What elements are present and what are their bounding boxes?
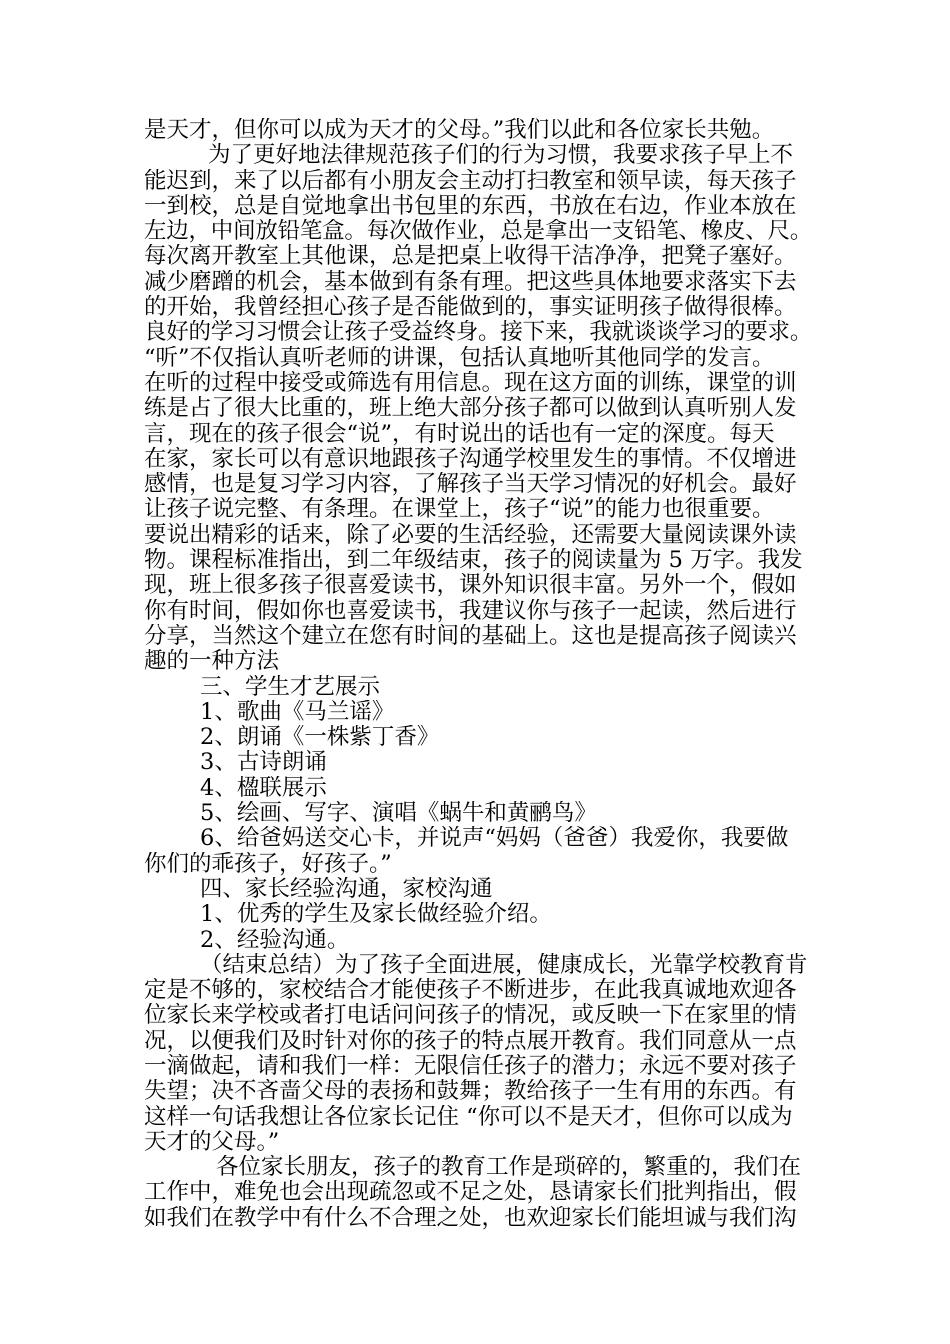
document-line: 趣的一种方法	[144, 649, 280, 675]
document-line: 3、古诗朗诵	[200, 750, 327, 776]
document-line: 如我们在教学中有什么不合理之处，也欢迎家长们能坦诚与我们沟	[144, 1205, 797, 1231]
document-line: 的开始，我曾经担心孩子是否能做到的，事实证明孩子做得很棒。	[144, 295, 797, 321]
document-line: 4、楹联展示	[200, 775, 327, 801]
document-line: 1、歌曲《马兰谣》	[200, 699, 395, 725]
document-body	[144, 118, 812, 1231]
document-line: 每次离开教室上其他课，总是把桌上收得干洁净净，把凳子塞好。	[144, 244, 797, 270]
document-line: 三、学生才艺展示	[200, 674, 381, 700]
document-line: 2、经验沟通。	[200, 927, 350, 953]
document-line: 练是占了很大比重的，班上绝大部分孩子都可以做到认真听别人发	[144, 396, 797, 422]
document-line: 能迟到，来了以后都有小朋友会主动打扫教室和领早读，每天孩子	[144, 168, 797, 194]
document-line: 要说出精彩的话来，除了必要的生活经验，还需要大量阅读课外读	[144, 522, 797, 548]
document-line: 是天才，但你可以成为天才的父母。”我们以此和各位家长共勉。	[144, 118, 775, 143]
document-line: 失望；决不吝啬父母的表扬和鼓舞；教给孩子一生有用的东西。有	[144, 1079, 797, 1105]
document-line: 5、绘画、写字、演唱《蜗牛和黄鹂鸟》	[200, 801, 597, 827]
document-line: 左边，中间放铅笔盒。每次做作业，总是拿出一支铅笔、橡皮、尺。	[144, 219, 812, 245]
document-line: “听”不仅指认真听老师的讲课，包括认真地听其他同学的发言。	[144, 345, 775, 371]
document-line: 现，班上很多孩子很喜爱读书，课外知识很丰富。另外一个，假如	[144, 573, 797, 599]
document-line: 2、朗诵《一株紫丁香》	[200, 725, 440, 751]
document-line: 这样一句话我想让各位家长记住 “你可以不是天才，但你可以成为	[144, 1104, 793, 1130]
document-line: 让孩子说完整、有条理。在课堂上，孩子“说”的能力也很重要。	[144, 497, 775, 523]
document-line: 四、家长经验沟通，家校沟通	[200, 876, 493, 902]
document-line: 你有时间，假如你也喜爱读书，我建议你与孩子一起读，然后进行	[144, 598, 797, 624]
document-line: 工作中，难免也会出现疏忽或不足之处，恳请家长们批判指出，假	[144, 1180, 797, 1206]
document-line: 你们的乖孩子，好孩子。”	[144, 851, 392, 877]
document-line: 天才的父母。”	[144, 1129, 280, 1155]
document-line: 况，以便我们及时针对你的孩子的特点展开教育。我们同意从一点	[144, 1028, 797, 1054]
document-line: 6、给爸妈送交心卡，并说声“妈妈（爸爸）我爱你，我要做	[200, 826, 789, 852]
document-line: 言，现在的孩子很会“说”，有时说出的话也有一定的深度。每天	[144, 421, 775, 447]
document-line: 物。课程标准指出，到二年级结束，孩子的阅读量为 5 万字。我发	[144, 548, 803, 574]
document-line: 在家，家长可以有意识地跟孩子沟通学校里发生的事情。不仅增进	[144, 446, 797, 472]
document-line: （结束总结）为了孩子全面进展，健康成长，光靠学校教育肯	[200, 952, 808, 978]
document-line: 各位家长朋友，孩子的教育工作是琐碎的，繁重的，我们在	[216, 1155, 802, 1181]
document-line: 一滴做起，请和我们一样：无限信任孩子的潜力；永远不要对孩子	[144, 1053, 797, 1079]
document-line: 良好的学习习惯会让孩子受益终身。接下来，我就谈谈学习的要求。	[144, 320, 812, 346]
document-line: 定是不够的，家校结合才能使孩子不断进步，在此我真诚地欢迎各	[144, 978, 797, 1004]
document-line: 为了更好地法律规范孩子们的行为习惯，我要求孩子早上不	[208, 143, 794, 169]
document-line: 减少磨蹭的机会，基本做到有条有理。把这些具体地要求落实下去	[144, 269, 797, 295]
document-line: 分享，当然这个建立在您有时间的基础上。这也是提高孩子阅读兴	[144, 623, 797, 649]
document-line: 一到校，总是自觉地拿出书包里的东西，书放在右边，作业本放在	[144, 193, 797, 219]
document-line: 在听的过程中接受或筛选有用信息。现在这方面的训练，课堂的训	[144, 370, 797, 396]
document-line: 位家长来学校或者打电话问问孩子的情况，或反映一下在家里的情	[144, 1003, 797, 1029]
document-line: 1、优秀的学生及家长做经验介绍。	[200, 902, 552, 928]
document-line: 感情，也是复习学习内容，了解孩子当天学习情况的好机会。最好	[144, 472, 797, 498]
